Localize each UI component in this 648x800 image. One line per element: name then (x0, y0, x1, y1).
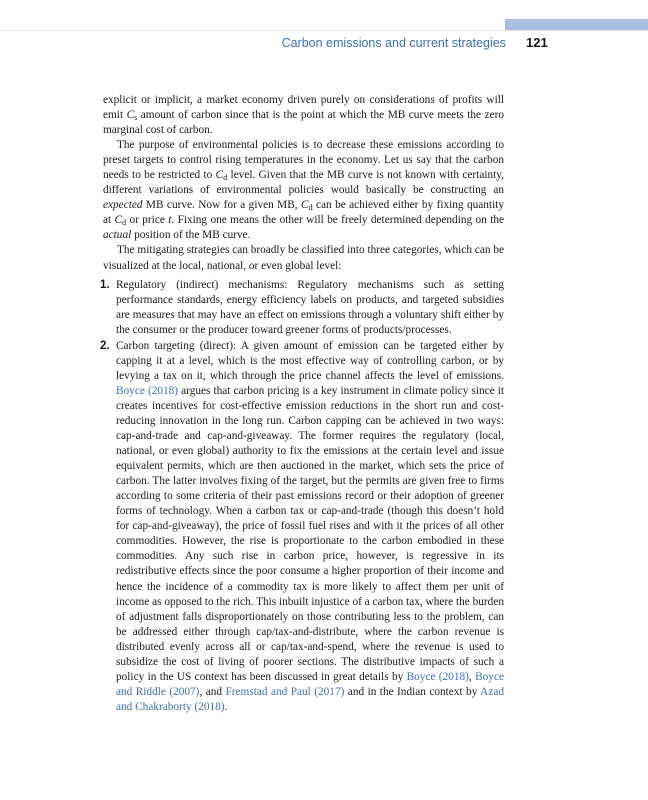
citation-link[interactable]: Boyce (2018) (406, 670, 469, 683)
page-number: 121 (526, 35, 548, 50)
header-accent-bar (505, 19, 648, 30)
subscript: d (308, 203, 313, 213)
citation-link[interactable]: Fremstad and Paul (2017) (225, 685, 345, 698)
variable-c: C (215, 169, 224, 182)
variable-c: C (114, 214, 123, 227)
paragraph-3: The mitigating strategies can broadly be classified into three categories, which can be visualized at the local, national, or even global level: (103, 244, 504, 272)
list-item-text: Regulatory (indirect) mechanisms: Regulatory mechanisms such as setting performance standards, energy efficiency labels on products, and targeted subsidies are measures that may have an effect on emissions through a voluntary shift either by the consumer or the producer toward greener forms of products/processes. (116, 278, 504, 336)
list-item: 2. Carbon targeting (direct): A given amount of emission can be targeted either by capping it at a level, which is the most effective way of controlling carbon, or by levying a tax on it, which through the price channel affects the level of emissions. Boyce (2018) argues that carbon pricing is a key instrument in climate policy since it creates incentives for cost-effective emission reductions in the short run and cost-reducing innovation in the long run. Carbon capping can be achieved in two ways: cap-and-trade and cap-and-giveaway. The former requires the regulatory (local, national, or even global) authority to fix the emissions at the certain level and issue equivalent permits, which are then auctioned in the market, which sets the price of carbon. The latter involves fixing of the target, but the permits are given free to firms according to some criteria of their past emissions record or their adoption of greener forms of technology. When a carbon tax or cap-and-trade (though this doesn’t hold for cap-and-giveaway), the price of fossil fuel rises and with it the prices of all other commodities. However, the rise is proportionate to the carbon embodied in these commodities. Any such rise in carbon price, however, is regressive in its redistributive effects since the poor consume a higher proportion of their income and hence the incidence of a commodity tax is more likely to affect them per unit of income as opposed to the rich. This inbuilt injustice of a carbon tax, where the burden of adjustment falls disproportionately on those contributing less to the problem, can be addressed either through cap/tax-and-distribute, where the carbon revenue is distributed evenly across all or cap/tax-and-spend, where the revenue is used to subsidize the cost of living of poorer sections. The distributive impacts of such a policy in the US context has been discussed in great details by Boyce (2018), Boyce and Riddle (2007), and Fremstad and Paul (2017) and in the Indian context by Azad and Chakraborty (2018). (100, 339, 505, 713)
citation-link[interactable]: Boyce and Riddle (2007) (116, 670, 504, 698)
variable-c: C (301, 199, 309, 212)
subscript: d (223, 173, 228, 183)
running-title: Carbon emissions and current strategies (281, 36, 506, 50)
emphasis-actual: actual (103, 229, 132, 242)
header-rule (0, 30, 648, 31)
subscript: d (122, 218, 127, 228)
list-number: 2. (100, 339, 110, 352)
paragraph-2: The purpose of environmental policies is to decrease these emissions according to preset targets to control rising temperatures in the economy. Let us say that the carbon needs to be restricted to $C_d$ level. Given that the MB curve is not known with certainty, different variations of environmental policies would basically be constructing an expected MB curve. Now for a given MB, $C_d$ can be achieved either by fixing quantity at $C_d$ or price t. Fixing one means the other will be freely determined depending on the actual position of the MB curve. (103, 139, 505, 242)
paragraph-1: explicit or implicit, a market economy driven purely on considerations of profits will emit $C_s$ amount of carbon since that is the point at which the MB curve meets the zero marginal cost of carbon. (103, 94, 504, 137)
subscript: s (134, 113, 138, 123)
strategy-list (100, 278, 505, 715)
list-number: 1. (100, 278, 110, 291)
variable-t: t (168, 214, 172, 227)
list-item (100, 278, 504, 338)
citation-link[interactable]: Azad and Chakraborty (2018) (116, 685, 505, 713)
page-body (100, 93, 505, 716)
variable-c: C (126, 109, 135, 122)
citation-link[interactable]: Boyce (2018) (116, 384, 179, 397)
emphasis-expected: expected (103, 199, 143, 212)
